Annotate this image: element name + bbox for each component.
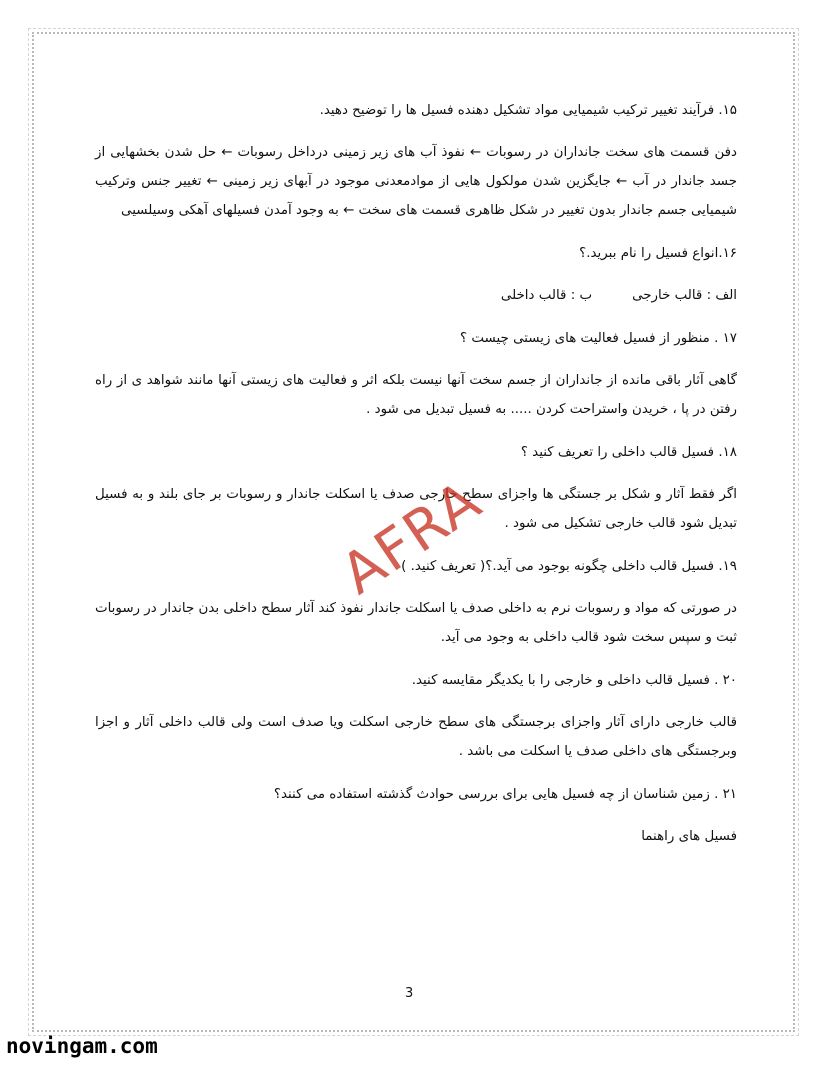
document-body [95,96,737,865]
watermark: AFRA [329,467,494,608]
site-name: novingam.com [6,1034,158,1058]
question-18: ۱۸. فسیل قالب داخلی را تعریف کنید ؟ [520,445,737,460]
answer-17: گاهی آثار باقی مانده از جانداران از جسم سخت آنها نیست بلکه اثر و فعالیت های زیستی آنها مانند شواهد ی از راه رفتن در پا ، خریدن واستراحت کردن ..... به فسیل تبدیل می شود . [95,373,737,417]
answer-19: در صورتی که مواد و رسوبات نرم به داخلی صدف یا اسکلت جاندار نفوذ کند آثار سطح داخلی بدن جاندار در رسوبات ثبت و سپس سخت شود قالب داخلی به وجود می آید. [95,601,737,645]
question-16: ۱۶.انواع فسیل را نام ببرید.؟ [579,246,737,261]
answer-16 [95,281,737,310]
answer-16-part-a: الف : قالب خارجی [632,288,737,303]
page-number: 3 [405,986,414,1001]
question-21: ۲۱ . زمین شناسان از چه فسیل هایی برای بررسی حوادث گذشته استفاده می کنند؟ [273,787,737,802]
question-19: ۱۹. فسیل قالب داخلی چگونه بوجود می آید.؟( تعریف کنید. ) [401,559,737,574]
question-20: ۲۰ . فسیل قالب داخلی و خارجی را با یکدیگر مقایسه کنید. [411,673,737,688]
answer-21: فسیل های راهنما [641,829,737,844]
answer-15: دفن قسمت های سخت جانداران در رسوبات ← نفوذ آب های زیر زمینی درداخل رسوبات ← حل شدن بخشهایی از جسد جاندار در آب ← جایگزین شدن مولکول هایی از موادمعدنی موجود در آبهای زیر زمینی ← تغییر جنس وترکیب شیمیایی جسم جاندار بدون تغییر در شکل ظاهری قسمت های سخت ← به وجود آمدن فسیلهای آهکی وسیلسیی [95,145,737,218]
question-15: ۱۵. فرآیند تغییر ترکیب شیمیایی مواد تشکیل دهنده فسیل ها را توضیح دهید. [319,103,737,118]
answer-20: قالب خارجی دارای آثار واجزای برجستگی های سطح خارجی اسکلت ویا صدف است ولی قالب داخلی آثار و اجزا وبرجستگی های داخلی صدف یا اسکلت می باشد . [95,715,737,759]
answer-18: اگر فقط آثار و شکل بر جستگی ها واجزای سطح خارجی صدف یا اسکلت جاندار و رسوبات بر جای بلند و به فسیل تبدیل شود قالب خارجی تشکیل می شود . [95,487,737,531]
answer-16-part-b: ب : قالب داخلی [500,288,593,303]
question-17: ۱۷ . منظور از فسیل فعالیت های زیستی چیست ؟ [460,331,737,346]
